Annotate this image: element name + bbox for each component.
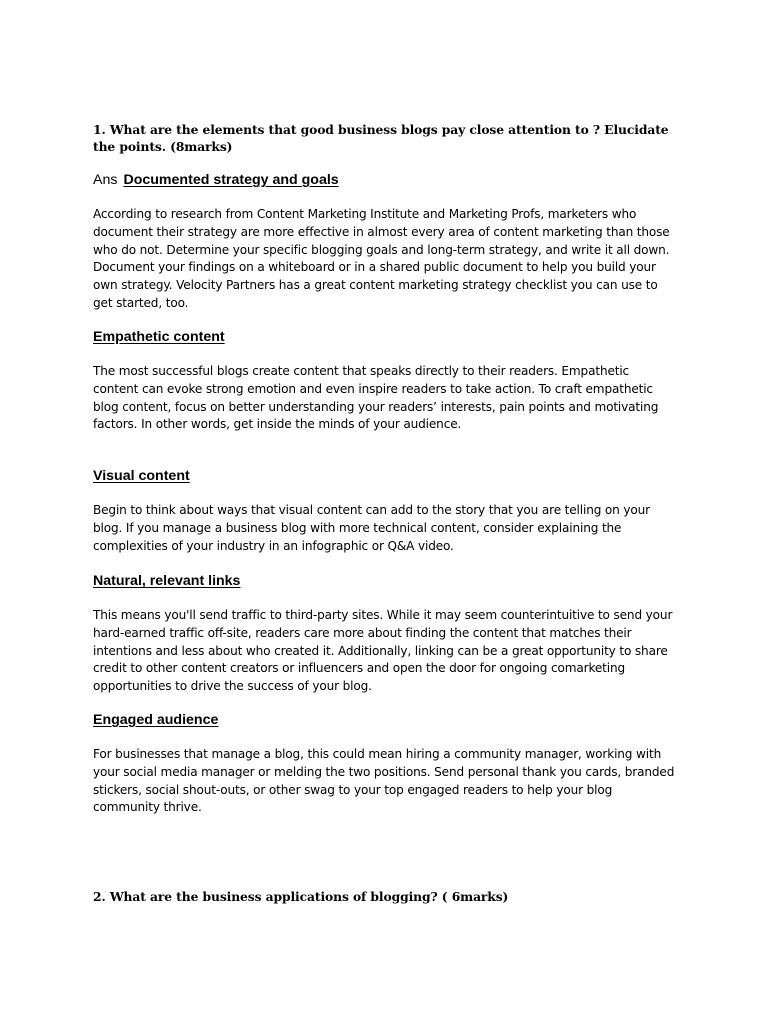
answer-prefix: Ans <box>93 172 118 188</box>
section-heading-label: Documented strategy and goals <box>123 172 339 188</box>
section-heading-label: Natural, relevant links <box>93 573 241 589</box>
question-1: 1. What are the elements that good business blogs pay close attention to ? Elucidate the points. (8marks) <box>93 122 669 154</box>
section-heading-relevant-links <box>93 572 683 590</box>
section-heading-visual-content <box>93 467 683 485</box>
section-body-documented-strategy: According to research from Content Marketing Institute and Marketing Profs, marketers who document their strategy are more effective in almost every area of content marketing than those who do not. Determine your specific blogging goals and long-term strategy, and write it all down. Document your findings on a whiteboard or in a shared public document to help you build your own strategy. Velocity Partners has a great content marketing strategy checklist you can use to get started, too. <box>93 207 670 310</box>
section-heading-label: Engaged audience <box>93 712 219 728</box>
section-heading-label: Empathetic content <box>93 329 225 345</box>
section-body-relevant-links: This means you'll send traffic to third-party sites. While it may seem counterintuitive to send your hard-earned traffic off-site, readers care more about finding the content that matches their intentions and less about who created it. Additionally, linking can be a great opportunity to share credit to other content creators or influencers and open the door for ongoing comarketing opportunities to drive the success of your blog. <box>93 608 673 694</box>
section-body-empathetic-content: The most successful blogs create content that speaks directly to their readers. Empathetic content can evoke strong emotion and even inspire readers to take action. To craft empathetic blog content, focus on better understanding your readers’ interests, pain points and motivating factors. In other words, get inside the minds of your audience. <box>93 364 659 432</box>
question-2: 2. What are the business applications of blogging? ( 6marks) <box>93 889 509 904</box>
section-heading-engaged-audience <box>93 711 683 729</box>
section-body-engaged-audience: For businesses that manage a blog, this could mean hiring a community manager, working with your social media manager or melding the two positions. Send personal thank you cards, branded stickers, social shout-outs, or other swag to your top engaged readers to help your blog community thrive. <box>93 747 675 815</box>
section-heading-label: Visual content <box>93 468 190 484</box>
section-body-visual-content: Begin to think about ways that visual content can add to the story that you are telling on your blog. If you manage a business blog with more technical content, consider explaining the complexities of your industry in an infographic or Q&A video. <box>93 503 650 553</box>
section-heading-empathetic-content <box>93 328 683 346</box>
section-heading-documented-strategy <box>93 171 683 189</box>
